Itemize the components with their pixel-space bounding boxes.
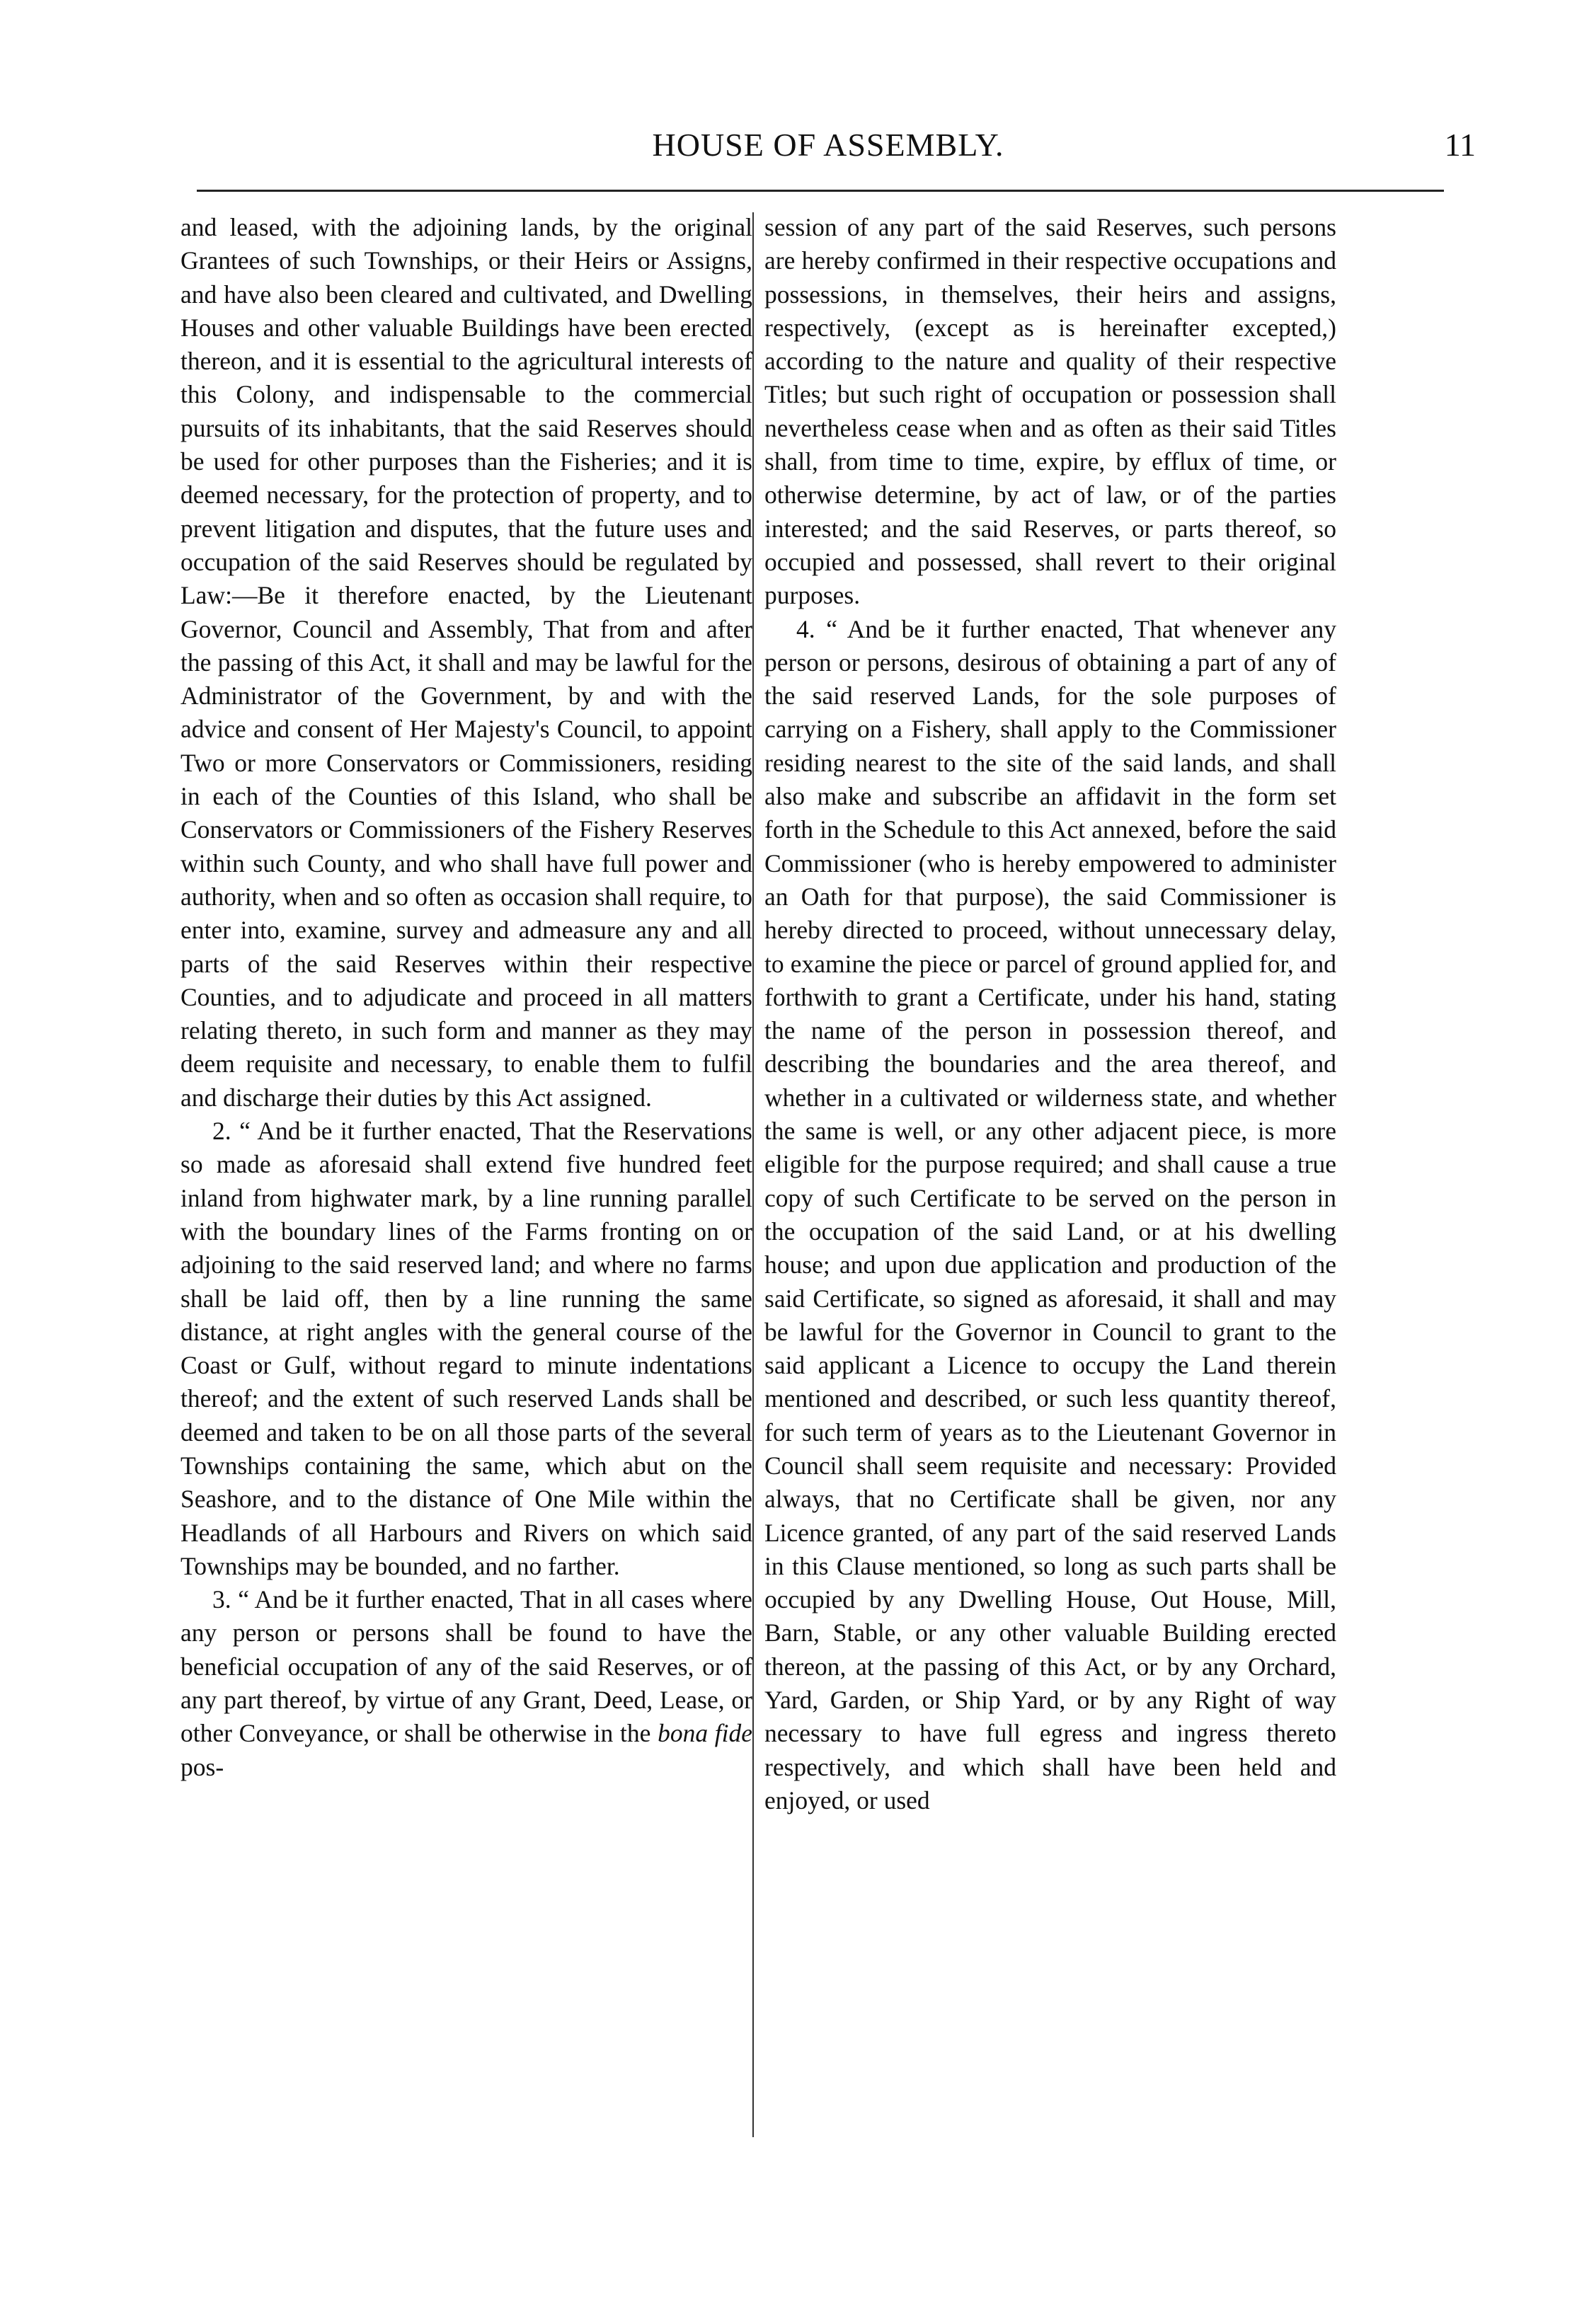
page-header (180, 126, 1476, 183)
section-3-text: 3. “ And be it further enacted, That in all cases where any person or persons shall be found to have the beneficial occupation of any of the said Reserves, or of any part thereof, by virtue of any Grant, Deed, Lease, or other Conveyance, or shall be otherwise in the (180, 1585, 752, 1748)
bona-fide-italic: bona fide (658, 1719, 753, 1748)
column-divider (752, 212, 754, 2137)
section-3-continued: session of any part of the said Reserves, such persons are hereby confirmed in their respective occupations and possessions, in themselves, their heirs and assigns, respectively, (except as is hereinafter excepted,) according to the nature and quality of their respective Titles; but such right of occupation or possession shall nevertheless cease when and as often as their said Titles shall, from time to time, expire, by efflux of time, or otherwise determine, by act of law, or of the parties interested; and the said Reserves, or parts thereof, so occupied and possessed, shall revert to their original purposes. (764, 213, 1336, 610)
section-3-hyphen-end: pos- (180, 1752, 224, 1781)
header-rule (197, 190, 1444, 192)
page-title: HOUSE OF ASSEMBLY. (652, 127, 1004, 163)
right-column (764, 211, 1336, 1817)
section-3-paragraph (180, 1583, 752, 1784)
left-column (180, 211, 752, 1784)
section-4-paragraph: 4. “ And be it further enacted, That whenever any person or persons, desirous of obtaining a part of any of the said reserved Lands, for the sole purposes of carrying on a Fishery, shall apply to the Commissioner residing nearest to the site of the said lands, and shall also make and subscribe an affidavit in the form set forth in the Schedule to this Act annexed, before the said Commissioner (who is hereby empowered to administer an Oath for that purpose), the said Commissioner is hereby directed to proceed, without unnecessary delay, to examine the piece or parcel of ground applied for, and forthwith to grant a Certificate, under his hand, stating the name of the person in possession thereof, and describing the boundaries and the area thereof, and whether in a cultivated or wilderness state, and whether the same is well, or any other adjacent piece, is more eligible for the purpose required; and shall cause a true copy of such Certificate to be served on the person in the occupation of the said Land, or at his dwelling house; and upon due application and production of the said Certificate, so signed as aforesaid, it shall and may be lawful for the Governor in Council to grant to the said applicant a Licence to occupy the Land therein mentioned and described, or such less quantity thereof, for such term of years as to the Lieutenant Governor in Council shall seem requisite and necessary: Provided always, that no Certificate shall be given, nor any Licence granted, of any part of the said reserved Lands in this Clause mentioned, so long as such parts shall be occupied by any Dwelling House, Out House, Mill, Barn, Stable, or any other valuable Building erected thereon, at the passing of this Act, or by any Orchard, Yard, Garden, or Ship Yard, or by any Right of way necessary to have full egress and ingress thereto respectively, and which shall have been held and enjoyed, or used (764, 614, 1336, 1814)
page-number: 11 (1444, 127, 1476, 163)
paragraph-continued: and leased, with the adjoining lands, by the original Grantees of such Townships, or their Heirs or Assigns, and have also been cleared and cultivated, and Dwelling Houses and other valuable Buildings have been erected thereon, and it is essential to the agricultural interests of this Colony, and indispensable to the commercial pursuits of its inhabitants, that the said Reserves should be used for other purposes than the Fisheries; and it is deemed necessary, for the protection of property, and to prevent litigation and disputes, that the future uses and occupation of the said Reserves should be regulated by Law:—Be it therefore enacted, by the Lieutenant Governor, Council and Assembly, That from and after the passing of this Act, it shall and may be lawful for the Administrator of the Government, by and with the advice and consent of Her Majesty's Council, to appoint Two or more Conservators or Commissioners, residing in each of the Counties of this Island, who shall be Conservators or Commissioners of the Fishery Reserves within such County, and who shall have full power and authority, when and so often as occasion shall require, to enter into, examine, survey and admeasure any and all parts of the said Reserves within their respective Counties, and to adjudicate and proceed in all matters relating thereto, in such form and manner as they may deem requisite and necessary, to enable them to fulfil and discharge their duties by this Act assigned. (180, 213, 752, 1112)
section-2-paragraph: 2. “ And be it further enacted, That the Reservations so made as aforesaid shall extend five hundred feet inland from highwater mark, by a line running parallel with the boundary lines of the Farms fronting on or adjoining to the said reserved land; and where no farms shall be laid off, then by a line running the same distance, at right angles with the general course of the Coast or Gulf, without regard to minute indentations thereof; and the extent of such reserved Lands shall be deemed and taken to be on all those parts of the several Townships containing the same, which abut on the Seashore, and to the distance of One Mile within the Headlands of all Harbours and Rivers on which said Townships may be bounded, and no farther. (180, 1117, 752, 1580)
